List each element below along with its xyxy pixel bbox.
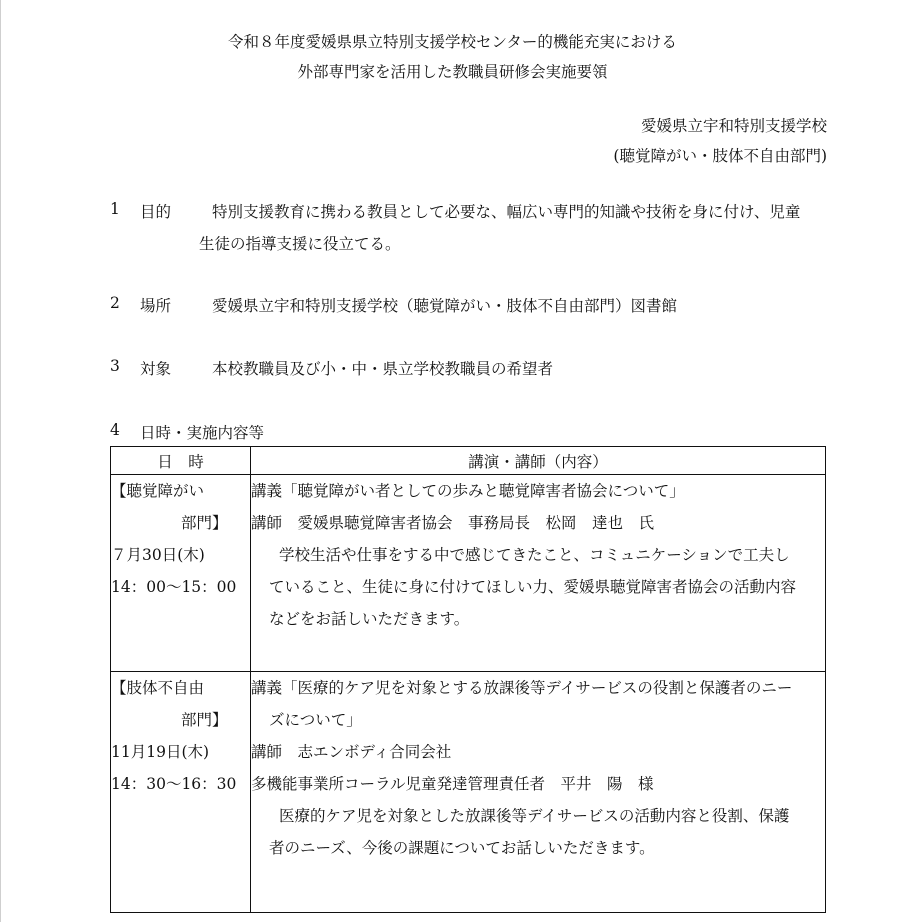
table-row: [111, 672, 826, 913]
row-2-content-cell: [251, 672, 826, 913]
section-1-number: 1: [110, 200, 120, 218]
row-1-desc-line1: 学校生活や仕事をする中で感じてきたこと、コミュニケーションで工夫し: [279, 546, 790, 564]
header-datetime: 日 時: [111, 447, 251, 475]
row-1-lecture: 講義「聴覚障がい者としての歩みと聴覚障害者協会について」: [251, 482, 685, 500]
section-1-label: 目的: [140, 203, 172, 221]
row-1-content-cell: [251, 475, 826, 672]
row-1-instructor: 講師 愛媛県聴覚障害者協会 事務局長 松岡 達也 氏: [251, 514, 655, 532]
row-2-desc-line1: 医療的ケア児を対象とした放課後等デイサービスの活動内容と役割、保護: [279, 807, 790, 825]
row-2-datetime-cell: [111, 672, 251, 913]
row-1-datetime-cell: [111, 475, 251, 672]
org-name: 愛媛県立宇和特別支援学校: [640, 117, 827, 135]
row-2-date: 11月19日(木): [111, 743, 210, 761]
section-3-text: 本校教職員及び小・中・県立学校教職員の希望者: [212, 360, 554, 378]
org-department: (聴覚障がい・肢体不自由部門): [613, 147, 827, 165]
schedule-table: [110, 446, 826, 913]
row-1-time: 14：00～15：00: [111, 578, 237, 596]
doc-title-line2: 外部専門家を活用した教職員研修会実施要領: [297, 63, 608, 81]
row-1-desc-line3: などをお話しいただきます。: [269, 610, 470, 628]
row-2-time: 14：30～16：30: [111, 775, 237, 793]
table-header-row: [111, 447, 826, 475]
section-4-number: 4: [110, 421, 120, 439]
doc-title-line1: 令和８年度愛媛県県立特別支援学校センター的機能充実における: [228, 33, 677, 51]
section-1-text-line2: 生徒の指導支援に役立てる。: [199, 235, 401, 253]
table-row: [111, 475, 826, 672]
row-2-lecture-line2: ズについて」: [269, 711, 362, 729]
row-1-dept-line2: 部門】: [181, 514, 228, 532]
row-2-dept-line1: 【肢体不自由: [111, 679, 205, 697]
page-left-edge: [0, 0, 1, 922]
row-1-desc-line2: ていること、生徒に身に付けてほしい力、愛媛県聴覚障害者協会の活動内容: [269, 578, 797, 596]
row-1-dept-line1: 【聴覚障がい: [111, 482, 205, 500]
row-2-dept-line2: 部門】: [181, 711, 228, 729]
section-2-text: 愛媛県立宇和特別支援学校（聴覚障がい・肢体不自由部門）図書館: [212, 297, 678, 315]
section-2-number: 2: [110, 294, 120, 312]
section-4-label: 日時・実施内容等: [140, 424, 265, 442]
row-1-date: ７月30日(木): [111, 546, 205, 564]
row-2-instructor-line2: 多機能事業所コーラル児童発達管理責任者 平井 陽 様: [251, 775, 654, 793]
row-2-instructor-line1: 講師 志エンボディ合同会社: [251, 743, 452, 761]
section-3-number: 3: [110, 357, 120, 375]
section-1-text-line1: 特別支援教育に携わる教員として必要な、幅広い専門的知識や技術を身に付け、児童: [212, 203, 801, 221]
row-2-lecture-line1: 講義「医療的ケア児を対象とする放課後等デイサービスの役割と保護者のニー: [251, 679, 793, 697]
section-3-label: 対象: [140, 360, 172, 378]
header-lecture: 講演・講師（内容）: [251, 447, 826, 475]
row-2-desc-line2: 者のニーズ、今後の課題についてお話しいただきます。: [269, 839, 655, 857]
section-2-label: 場所: [140, 297, 172, 315]
